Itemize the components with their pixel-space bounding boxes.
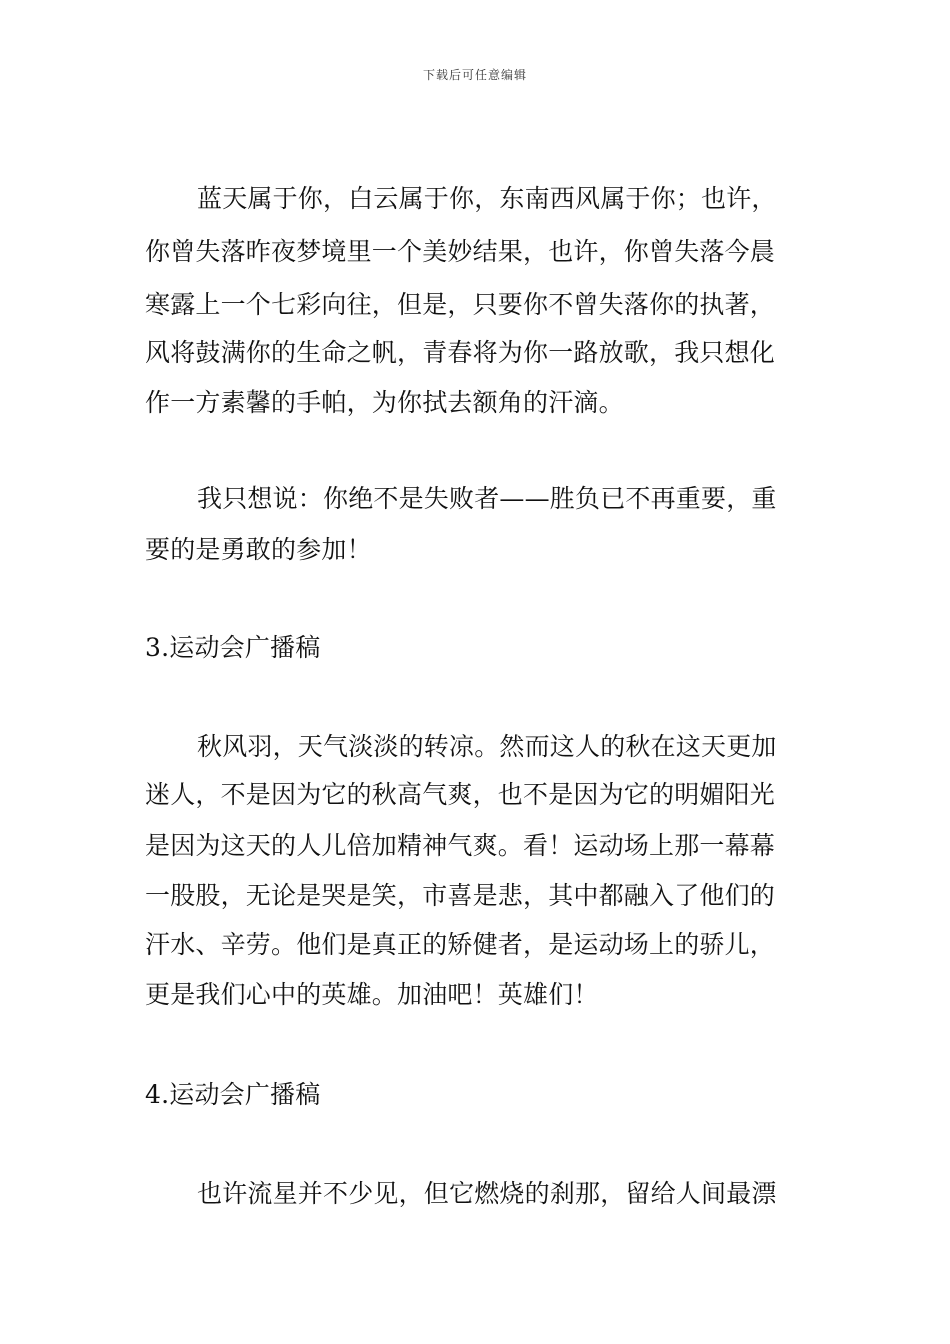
paragraph-line: 更是我们心中的英雄。加油吧！英雄们！ [145, 980, 599, 1009]
paragraph-line: 汗水、辛劳。他们是真正的矫健者，是运动场上的骄儿， [145, 930, 776, 959]
paragraph-line: 蓝天属于你，白云属于你，东南西风属于你；也许， [197, 184, 777, 213]
paragraph-line: 也许流星并不少见，但它燃烧的刹那，留给人间最漂 [197, 1179, 777, 1208]
paragraph-line: 一股股，无论是哭是笑，市喜是悲，其中都融入了他们的 [145, 881, 776, 910]
paragraph-line: 迷人，不是因为它的秋高气爽，也不是因为它的明媚阳光 [145, 780, 776, 809]
paragraph-line: 我只想说：你绝不是失败者——胜负已不再重要，重 [197, 484, 777, 513]
section-heading: 4.运动会广播稿 [145, 1080, 321, 1109]
section-heading: 3.运动会广播稿 [145, 633, 321, 662]
paragraph-line: 作一方素馨的手帕，为你拭去额角的汗滴。 [145, 388, 624, 417]
paragraph-line: 秋风羽，天气淡淡的转凉。然而这人的秋在这天更加 [197, 732, 777, 761]
header-note: 下载后可任意编辑 [422, 68, 527, 82]
paragraph-line: 寒露上一个七彩向往，但是，只要你不曾失落你的执著， [145, 290, 776, 319]
paragraph-line: 要的是勇敢的参加！ [145, 535, 372, 564]
paragraph-line: 风将鼓满你的生命之帆，青春将为你一路放歌，我只想化 [145, 338, 776, 367]
paragraph-line: 是因为这天的人儿倍加精神气爽。看！运动场上那一幕幕 [145, 831, 776, 860]
paragraph-line: 你曾失落昨夜梦境里一个美妙结果，也许，你曾失落今晨 [145, 237, 776, 266]
